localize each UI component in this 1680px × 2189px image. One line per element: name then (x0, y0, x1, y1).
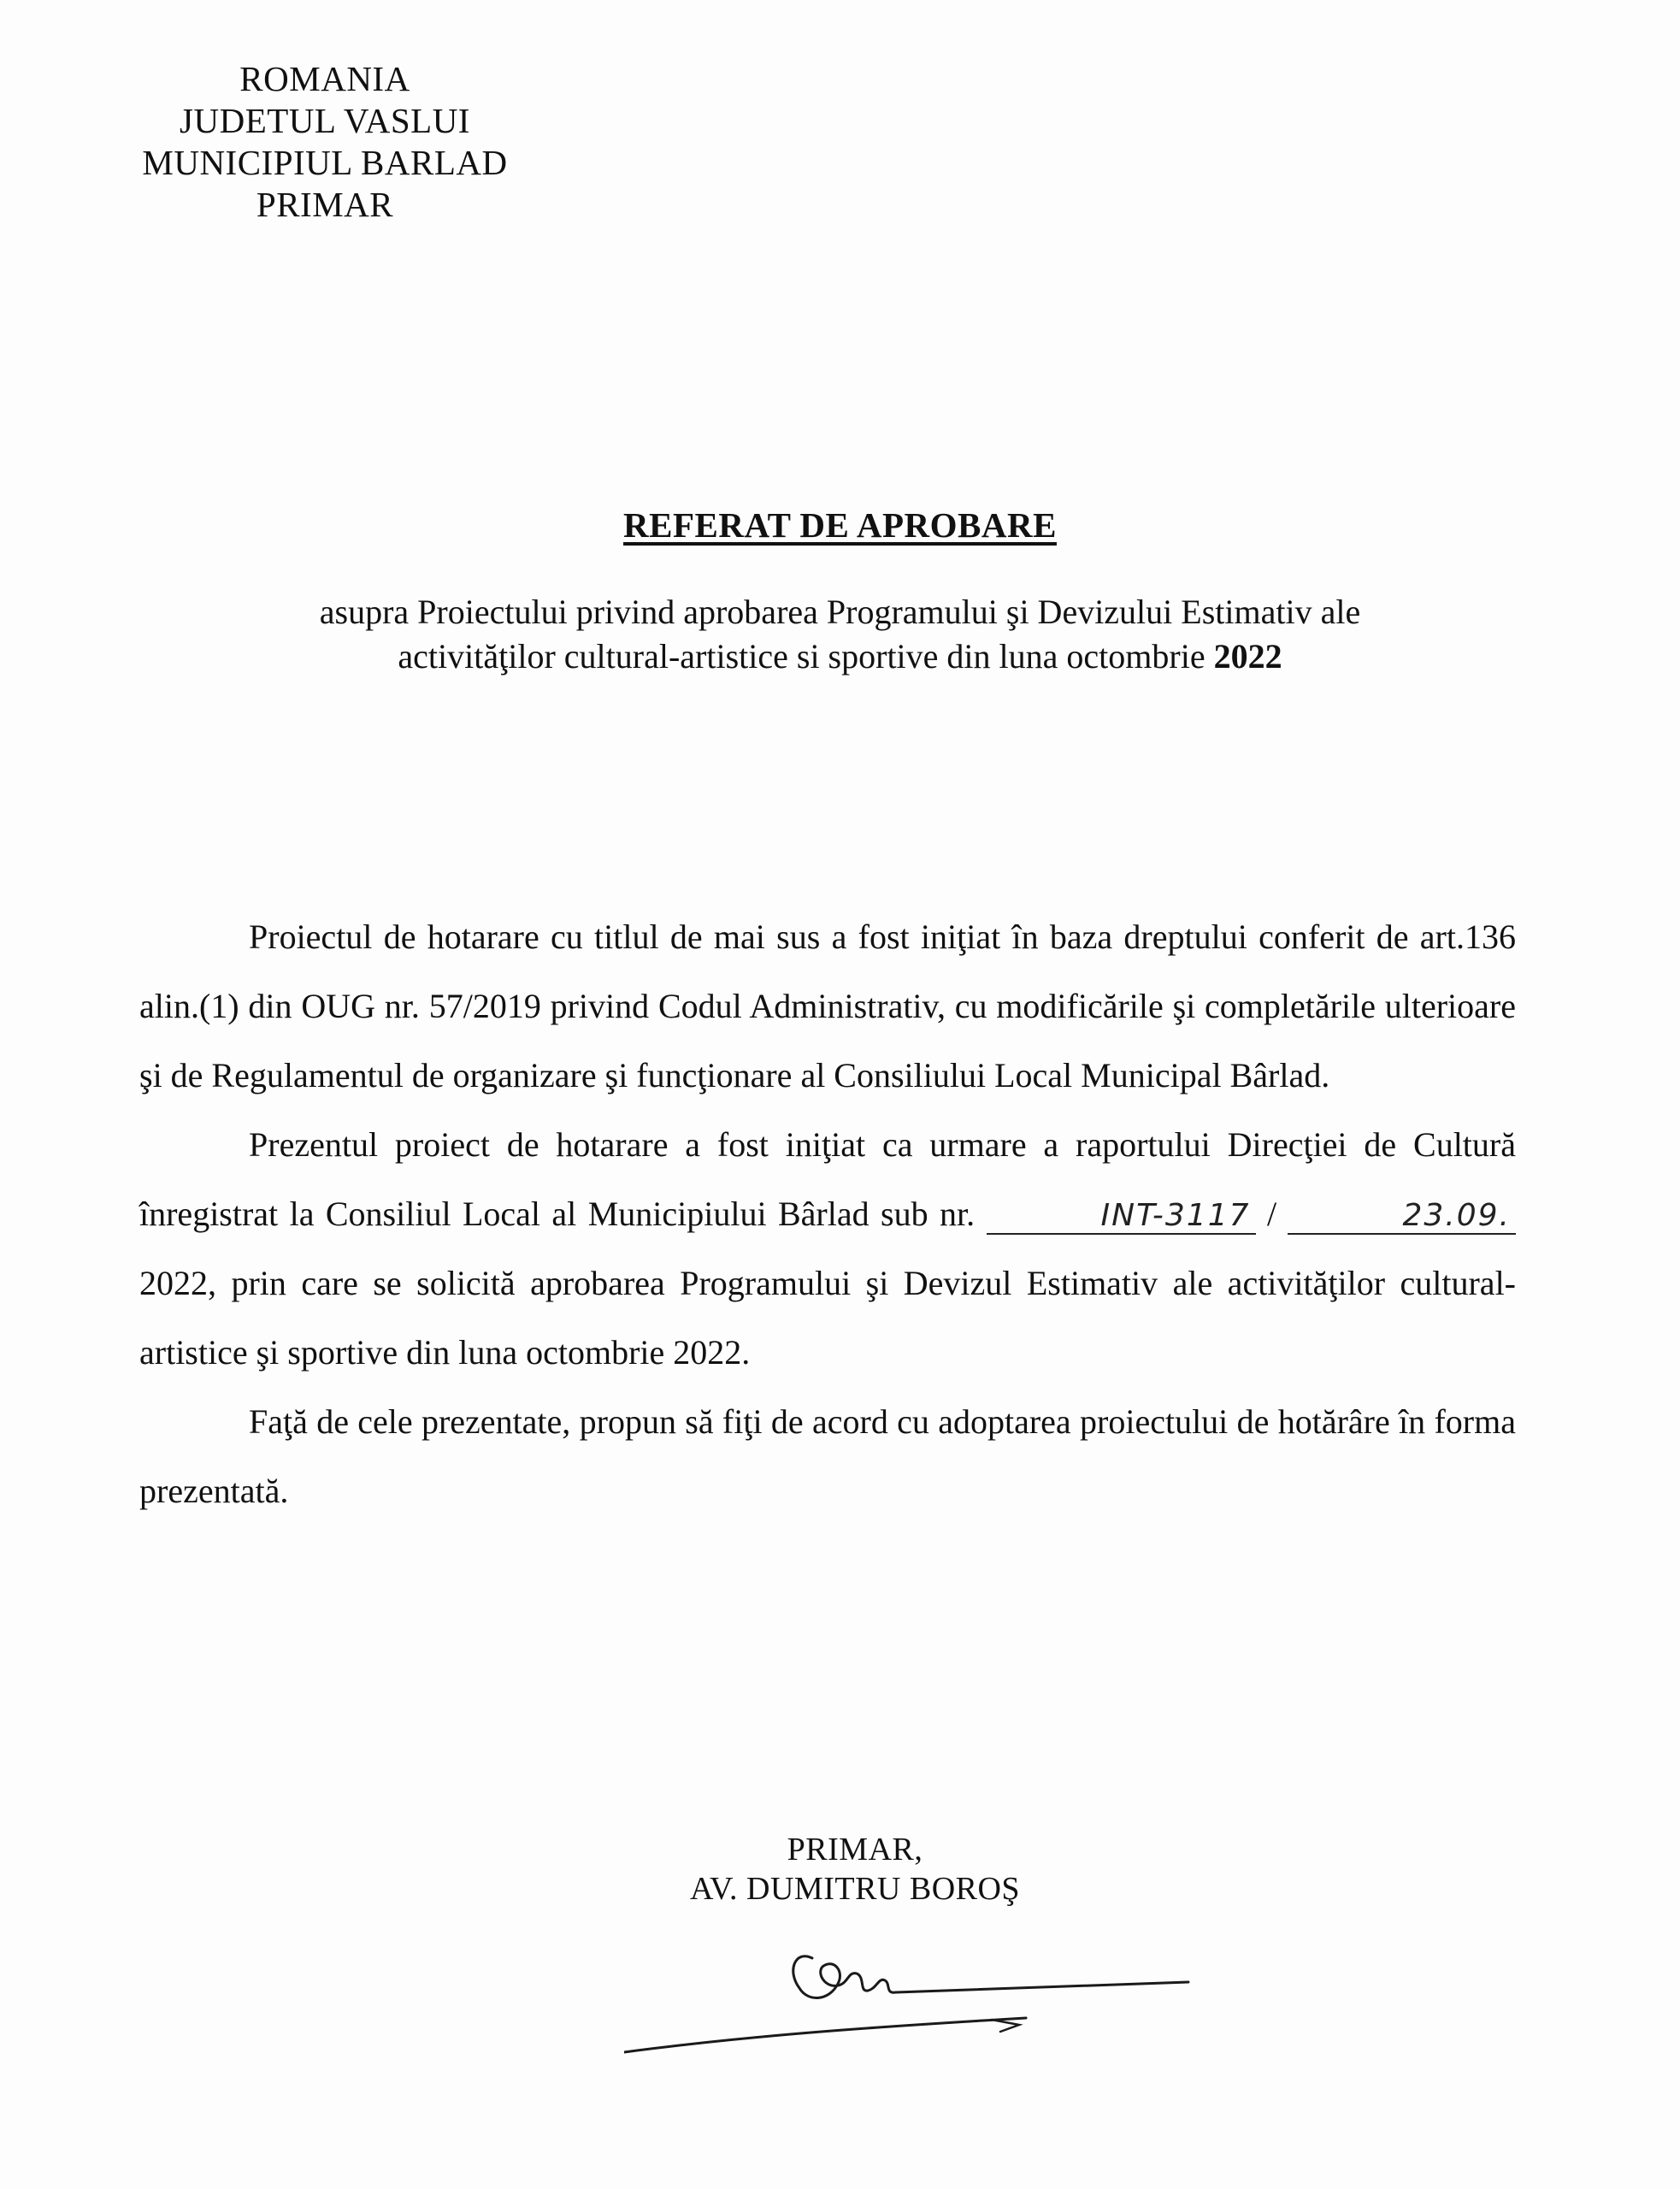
header-country: ROMANIA (239, 59, 410, 98)
handwritten-signature (624, 1924, 1223, 2061)
document-title: REFERAT DE APROBARE (623, 505, 1057, 545)
handwritten-registration-number: INT-3117 (987, 1199, 1256, 1235)
signature-block (598, 1830, 1111, 1909)
signatory-role: PRIMAR, (787, 1832, 923, 1867)
paragraph-proposal: Faţă de cele prezentate, propun să fiţi de acord cu adoptarea proiectului de hotărâre în forma prezentată. (139, 1402, 1516, 1510)
paragraph-2-rest: 2022, prin care se solicită aprobarea Programului şi Devizul Estimativ ale activităţilor cultural-artistice şi sportive din luna octombrie 2022. (139, 1264, 1516, 1372)
paragraph-legal-basis: Proiectul de hotarare cu titlul de mai sus a fost iniţiat în baza dreptului conferit de art.136 alin.(1) din OUG nr. 57/2019 privind Codul Administrativ, cu modificările şi completările ulterioare şi de Regulamentul de organizare şi funcţionare al Consiliului Local Municipal Bârlad. (139, 917, 1516, 1094)
document-body (139, 902, 1516, 1525)
paragraph-2-intro: Prezentul proiect de hotarare a fost iniţiat ca urmare a raportului Direcţiei de Cultură înregistrat la Consiliul Local al Municipiului Bârlad sub nr. (139, 1125, 1516, 1233)
signatory-name: AV. DUMITRU BOROŞ (689, 1871, 1021, 1907)
header-office: PRIMAR (256, 185, 394, 224)
subtitle-year: 2022 (1213, 637, 1282, 676)
document-header (111, 58, 539, 226)
paragraph-report-reference (139, 1110, 1516, 1387)
subtitle-line-1: asupra Proiectului privind aprobarea Programului şi Devizului Estimativ ale (319, 593, 1361, 631)
header-county: JUDETUL VASLUI (180, 101, 470, 140)
header-municipality: MUNICIPIUL BARLAD (142, 143, 508, 182)
subtitle-line-2 (171, 634, 1509, 679)
subtitle-line-2-text: activităţilor cultural-artistice si sportive din luna octombrie (398, 637, 1214, 676)
document-subtitle (171, 590, 1509, 679)
number-date-separator: / (1255, 1195, 1288, 1233)
handwritten-registration-date: 23.09. (1288, 1199, 1516, 1235)
